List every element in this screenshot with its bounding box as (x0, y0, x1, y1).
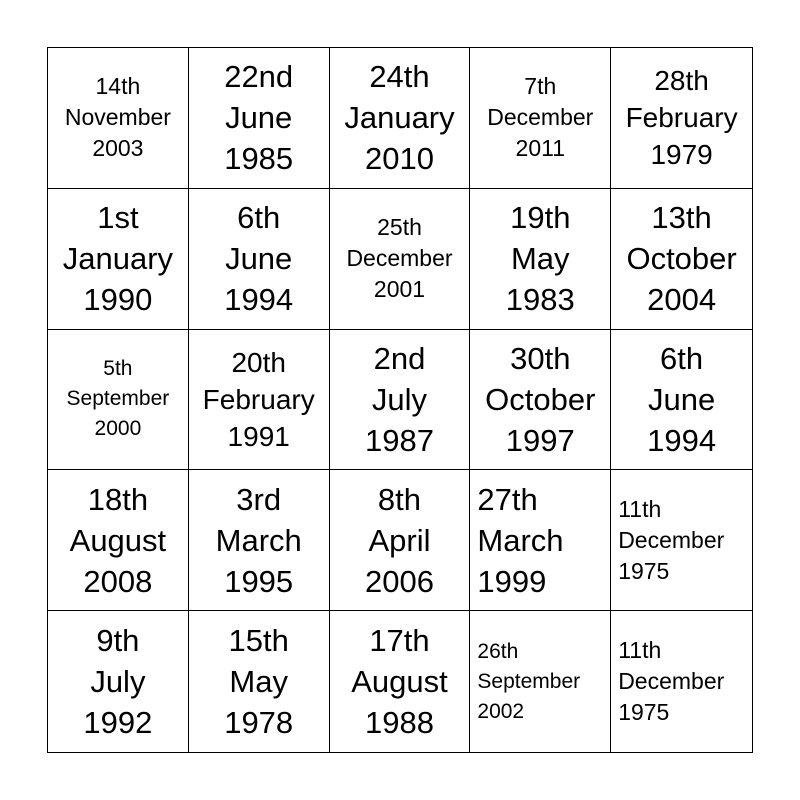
cell-day: 6th (237, 200, 281, 236)
cell-day: 15th (228, 623, 289, 659)
cell-year: 2010 (365, 141, 434, 177)
cell-day: 18th (87, 481, 149, 517)
cell-year: 2004 (647, 282, 717, 318)
bingo-cell[interactable] (330, 48, 471, 189)
bingo-cell[interactable] (330, 330, 471, 471)
bingo-cell[interactable] (470, 330, 611, 471)
cell-day: 26th (477, 639, 519, 663)
cell-day: 3rd (236, 481, 282, 517)
cell-year: 1988 (365, 705, 434, 741)
bingo-cell[interactable] (611, 330, 752, 471)
cell-day: 14th (95, 73, 141, 100)
cell-day: 27th (477, 481, 538, 517)
cell-year: 1990 (83, 282, 153, 318)
bingo-cell[interactable] (48, 189, 189, 330)
cell-month: January (62, 241, 174, 277)
cell-month: October (626, 241, 737, 277)
bingo-cell[interactable] (611, 48, 752, 189)
cell-month: May (229, 664, 288, 700)
cell-month: September (477, 669, 581, 693)
cell-day: 11th (618, 637, 662, 664)
cell-month: December (618, 526, 725, 553)
bingo-cell[interactable] (470, 611, 611, 752)
cell-month: April (368, 522, 431, 558)
cell-year: 1975 (618, 699, 670, 726)
cell-month: September (66, 387, 170, 411)
cell-month: June (225, 241, 293, 277)
cell-month: November (64, 104, 171, 131)
cell-month: February (625, 102, 738, 134)
cell-day: 9th (96, 623, 140, 659)
cell-year: 1999 (477, 563, 547, 599)
bingo-cell[interactable] (330, 611, 471, 752)
cell-year: 1992 (83, 705, 153, 741)
bingo-cell[interactable] (189, 470, 330, 611)
bingo-cell[interactable] (330, 189, 471, 330)
cell-month: July (371, 381, 428, 417)
cell-month: December (346, 245, 453, 272)
cell-day: 24th (369, 59, 430, 95)
cell-day: 30th (510, 340, 571, 376)
cell-day: 1st (97, 200, 139, 236)
cell-day: 22nd (224, 59, 294, 95)
cell-month: August (69, 522, 167, 558)
cell-day: 13th (651, 200, 712, 236)
cell-day: 28th (654, 65, 709, 97)
cell-day: 11th (618, 495, 662, 522)
bingo-cell[interactable] (48, 330, 189, 471)
bingo-cell[interactable] (470, 48, 611, 189)
cell-year: 1994 (647, 422, 717, 458)
cell-month: August (351, 664, 448, 700)
cell-month: March (477, 522, 564, 558)
bingo-cell[interactable] (189, 611, 330, 752)
cell-month: October (485, 381, 596, 417)
bingo-cell[interactable] (470, 470, 611, 611)
bingo-cell[interactable] (611, 611, 752, 752)
cell-month: June (225, 100, 293, 136)
cell-month: January (344, 100, 455, 136)
cell-month: July (90, 664, 146, 700)
cell-year: 2011 (515, 135, 566, 162)
cell-year: 2001 (373, 276, 426, 303)
cell-year: 2008 (83, 563, 153, 599)
cell-year: 1987 (365, 422, 434, 458)
bingo-cell[interactable] (611, 189, 752, 330)
cell-month: June (647, 381, 716, 417)
cell-month: March (215, 522, 302, 558)
bingo-cell[interactable] (48, 611, 189, 752)
cell-day: 17th (369, 623, 430, 659)
cell-year: 1994 (224, 282, 294, 318)
cell-year: 2006 (365, 563, 434, 599)
cell-day: 5th (103, 357, 133, 381)
cell-year: 1975 (618, 557, 670, 584)
cell-month: December (618, 668, 725, 695)
cell-day: 8th (377, 481, 422, 517)
bingo-cell[interactable] (470, 189, 611, 330)
bingo-cell[interactable] (189, 189, 330, 330)
cell-year: 1995 (224, 563, 294, 599)
cell-year: 2003 (92, 135, 144, 162)
bingo-cell[interactable] (189, 330, 330, 471)
cell-year: 1978 (224, 705, 294, 741)
cell-month: May (510, 241, 570, 277)
cell-month: December (487, 104, 594, 131)
bingo-card (47, 47, 753, 753)
cell-day: 20th (231, 346, 286, 378)
bingo-cell[interactable] (48, 470, 189, 611)
cell-year: 1979 (650, 139, 713, 171)
bingo-cell[interactable] (48, 48, 189, 189)
bingo-cell[interactable] (189, 48, 330, 189)
cell-day: 6th (660, 340, 704, 376)
bingo-cell[interactable] (611, 470, 752, 611)
bingo-cell[interactable] (330, 470, 471, 611)
cell-year: 1997 (505, 422, 575, 458)
cell-year: 2000 (94, 417, 142, 441)
cell-year: 1985 (224, 141, 294, 177)
cell-year: 1991 (227, 420, 290, 452)
cell-month: February (202, 383, 315, 415)
cell-day: 7th (524, 73, 557, 100)
cell-year: 1983 (505, 282, 575, 318)
cell-day: 25th (377, 214, 422, 241)
cell-day: 19th (510, 200, 571, 236)
cell-day: 2nd (373, 340, 426, 376)
cell-year: 2002 (477, 699, 525, 723)
